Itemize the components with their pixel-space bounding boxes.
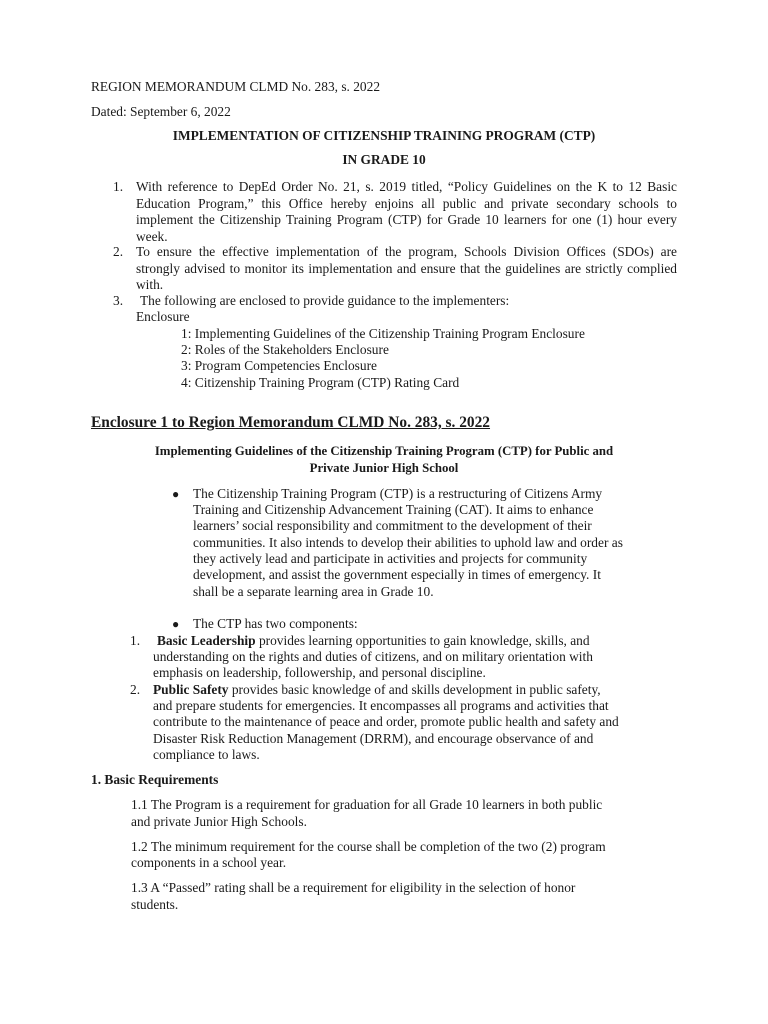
component-number: 1. bbox=[130, 633, 141, 648]
memo-title-line2: IN GRADE 10 bbox=[342, 152, 426, 167]
component-line: Disaster Risk Reduction Management (DRRM), and encourage observance of and bbox=[153, 731, 594, 746]
bullet-icon: ● bbox=[172, 487, 180, 501]
paragraph-line: communities. It also intends to develop their abilities to uphold law and order as bbox=[193, 535, 623, 550]
enclosure-item: 2: Roles of the Stakeholders Enclosure bbox=[181, 342, 389, 357]
component-line: understanding on the rights and duties of citizens, and on military orientation with bbox=[153, 649, 593, 664]
paragraph-line: shall be a separate learning area in Grade 10. bbox=[193, 584, 434, 599]
component-text: provides basic knowledge of and skills development in public safety, bbox=[228, 682, 601, 697]
list-item: The following are enclosed to provide guidance to the implementers: bbox=[140, 293, 510, 308]
enclosure-item: 3: Program Competencies Enclosure bbox=[181, 358, 377, 373]
component-line: and prepare students for emergencies. It encompasses all programs and activities that bbox=[153, 698, 609, 713]
memo-number: REGION MEMORANDUM CLMD No. 283, s. 2022 bbox=[91, 79, 381, 94]
component-first-line bbox=[157, 633, 590, 650]
requirement-line: 1.2 The minimum requirement for the course shall be completion of the two (2) program bbox=[131, 839, 606, 854]
requirement-line: students. bbox=[131, 897, 179, 912]
enclosure-item: 1: Implementing Guidelines of the Citizenship Training Program Enclosure bbox=[181, 326, 585, 341]
paragraph-line: The Citizenship Training Program (CTP) is a restructuring of Citizens Army bbox=[193, 486, 603, 501]
enclosure1-subtitle-line2: Private Junior High School bbox=[309, 461, 459, 475]
requirement-line: and private Junior High Schools. bbox=[131, 814, 307, 829]
list-item: To ensure the effective implementation of the program, Schools Division Offices (SDOs) are strongly advised to monitor its implementation and ensure that the guidelines are strictly complied with. bbox=[136, 244, 677, 292]
requirement-line: 1.1 The Program is a requirement for graduation for all Grade 10 learners in both public bbox=[131, 797, 603, 812]
paragraph-line: Training and Citizenship Advancement Training (CAT). It aims to enhance bbox=[193, 502, 594, 517]
bullet-text: The CTP has two components: bbox=[193, 616, 358, 631]
component-line: emphasis on leadership, followership, and personal discipline. bbox=[153, 665, 486, 680]
bullet-icon: ● bbox=[172, 617, 180, 631]
paragraph-line: learners’ social responsibility and commitment to the development of their bbox=[193, 518, 592, 533]
list-number: 3. bbox=[113, 293, 124, 308]
enclosure1-subtitle-line1: Implementing Guidelines of the Citizenship Training Program (CTP) for Public and bbox=[154, 444, 614, 458]
list-item: With reference to DepEd Order No. 21, s. 2019 titled, “Policy Guidelines on the K to 12 Basic Education Program,” this Office hereby enjoins all public and private secondary schools to implement the Citizenship Training Program (CTP) for Grade 10 learners for one (1) hour every week. bbox=[136, 179, 677, 244]
component-label: Basic Leadership bbox=[157, 633, 256, 648]
component-line: compliance to laws. bbox=[153, 747, 260, 762]
requirement-line: 1.3 A “Passed” rating shall be a requirement for eligibility in the selection of honor bbox=[131, 880, 576, 895]
component-label: Public Safety bbox=[153, 682, 229, 697]
component-line: contribute to the maintenance of peace and order, promote public health and safety and bbox=[153, 714, 619, 729]
paragraph-line: development, and assist the government especially in times of emergency. It bbox=[193, 567, 601, 582]
list-number: 1. bbox=[113, 179, 124, 194]
component-first-line bbox=[153, 682, 601, 699]
component-number: 2. bbox=[130, 682, 141, 697]
list-number: 2. bbox=[113, 244, 124, 259]
enclosure1-heading: Enclosure 1 to Region Memorandum CLMD No. 283, s. 2022 bbox=[91, 414, 491, 431]
requirement-line: components in a school year. bbox=[131, 855, 287, 870]
enclosure-item: 4: Citizenship Training Program (CTP) Rating Card bbox=[181, 375, 460, 390]
paragraph-line: they actively lead and participate in activities and projects for community bbox=[193, 551, 588, 566]
memo-title-line1: IMPLEMENTATION OF CITIZENSHIP TRAINING PROGRAM (CTP) bbox=[172, 128, 596, 143]
component-text: provides learning opportunities to gain knowledge, skills, and bbox=[255, 633, 590, 648]
memo-date: Dated: September 6, 2022 bbox=[91, 104, 231, 119]
enclosure-label: Enclosure bbox=[136, 309, 190, 324]
basic-requirements-heading: 1. Basic Requirements bbox=[91, 772, 219, 787]
